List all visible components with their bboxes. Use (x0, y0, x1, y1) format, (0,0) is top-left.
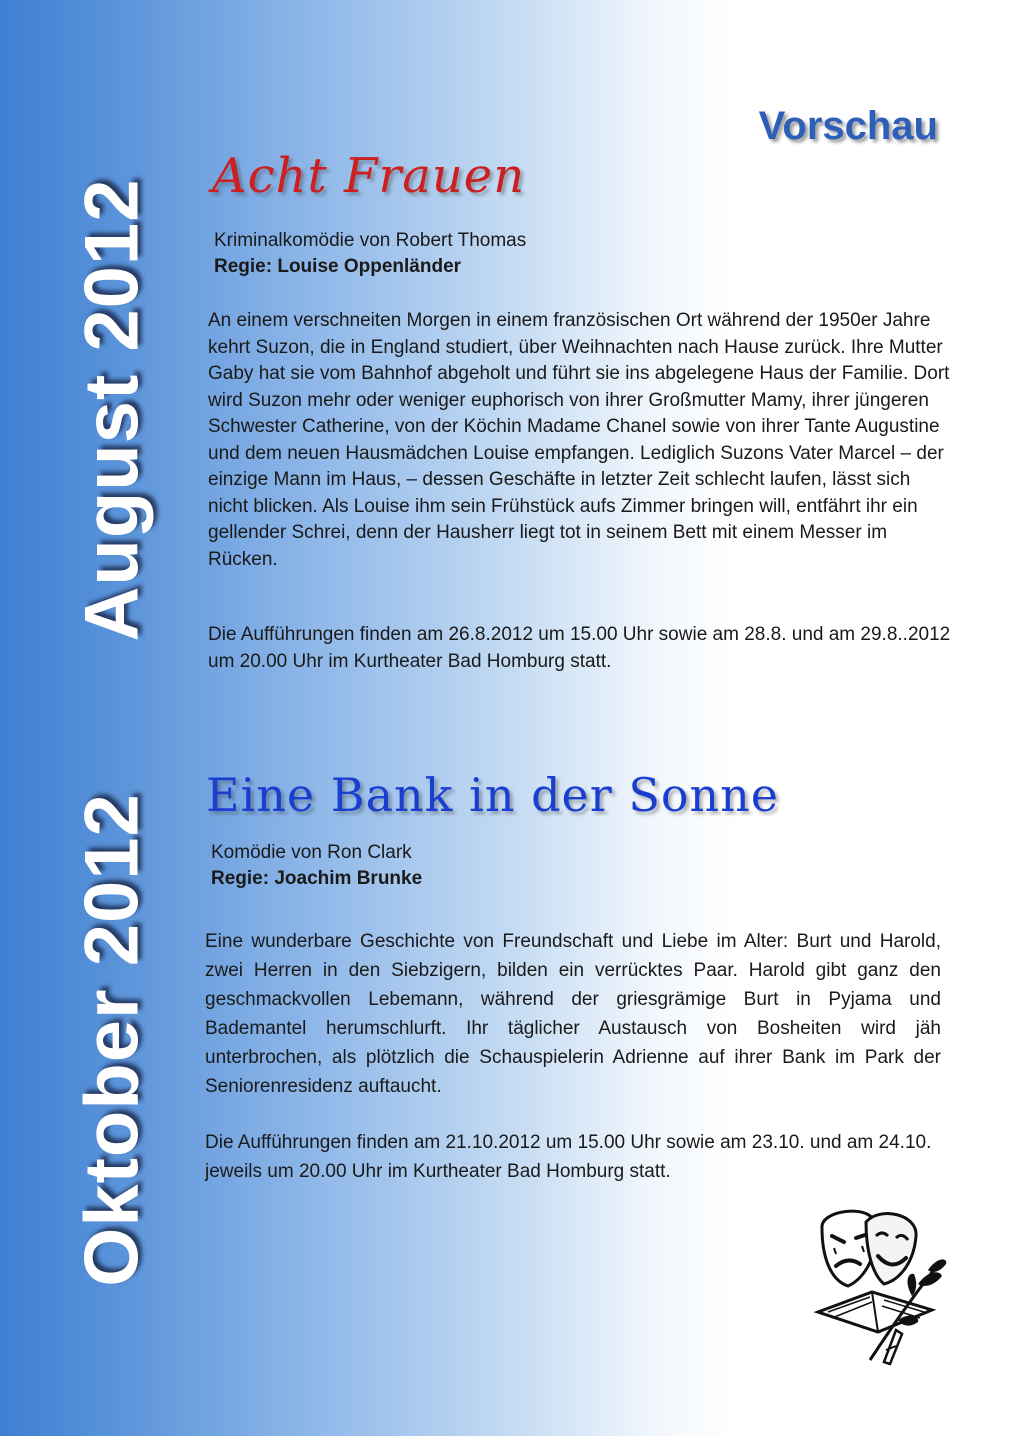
play2-description: Eine wunderbare Geschichte von Freundschaft und Liebe im Alter: Burt und Harold, zwei Herren in den Siebzigern, bilden ein verrücktes Paar. Harold gibt ganz den geschmackvollen Lebemann, während der griesgrämige Burt in Pyjama und Bademantel herumschlurft. Ihr täglicher Austausch von Bosheiten wird jäh unterbrochen, als plötzlich die Schauspielerin Adrienne auf ihrer Bank im Park der Seniorenresidenz auftaucht. (205, 931, 941, 1097)
play1-title: Acht Frauen (212, 148, 526, 204)
month-august-label: August 2012 (69, 178, 155, 642)
play2-subtitle: Komödie von Ron Clark (211, 842, 412, 863)
play2-performances: Die Aufführungen finden am 21.10.2012 um 15.00 Uhr sowie am 23.10. und am 24.10. jeweils um 20.00 Uhr im Kurtheater Bad Homburg statt. (205, 1132, 932, 1182)
play1-subtitle: Kriminalkomödie von Robert Thomas (214, 230, 527, 251)
play1-meta (214, 228, 526, 280)
theater-masks-icon (800, 1200, 950, 1370)
play1-performances: Die Aufführungen finden am 26.8.2012 um 15.00 Uhr sowie am 28.8. und am 29.8..2012 um 20.00 Uhr im Kurtheater Bad Homburg statt. (208, 624, 951, 672)
play1-director: Regie: Louise Oppenländer (214, 256, 462, 277)
play2-director: Regie: Joachim Brunke (211, 868, 423, 889)
play2-title: Eine Bank in der Sonne (206, 768, 780, 822)
play2-meta (211, 840, 422, 892)
preview-heading: Vorschau (758, 104, 938, 148)
month-october-label: Oktober 2012 (69, 793, 155, 1287)
play1-description: An einem verschneiten Morgen in einem französischen Ort während der 1950er Jahre kehrt Suzon, die in England studiert, über Weihnachten nach Hause zurück. Ihre Mutter Gaby hat sie vom Bahnhof abgeholt und führt sie ins abgelegene Haus der Familie. Dort wird Suzon mehr oder weniger euphorisch von ihrer Großmutter Mamy, ihrer jüngeren Schwester Catherine, von der Köchin Madame Chanel sowie von ihrer Tante Augustine und dem neuen Hausmädchen Louise empfangen. Lediglich Suzons Vater Marcel – der einzige Mann im Haus, – dessen Geschäfte in letzter Zeit schlecht laufen, lässt sich nicht blicken. Als Louise ihm sein Frühstück aufs Zimmer bringen will, entfährt ihr ein gellender Schrei, denn der Hausherr liegt tot in seinem Bett mit einem Messer im Rücken. (208, 310, 950, 570)
